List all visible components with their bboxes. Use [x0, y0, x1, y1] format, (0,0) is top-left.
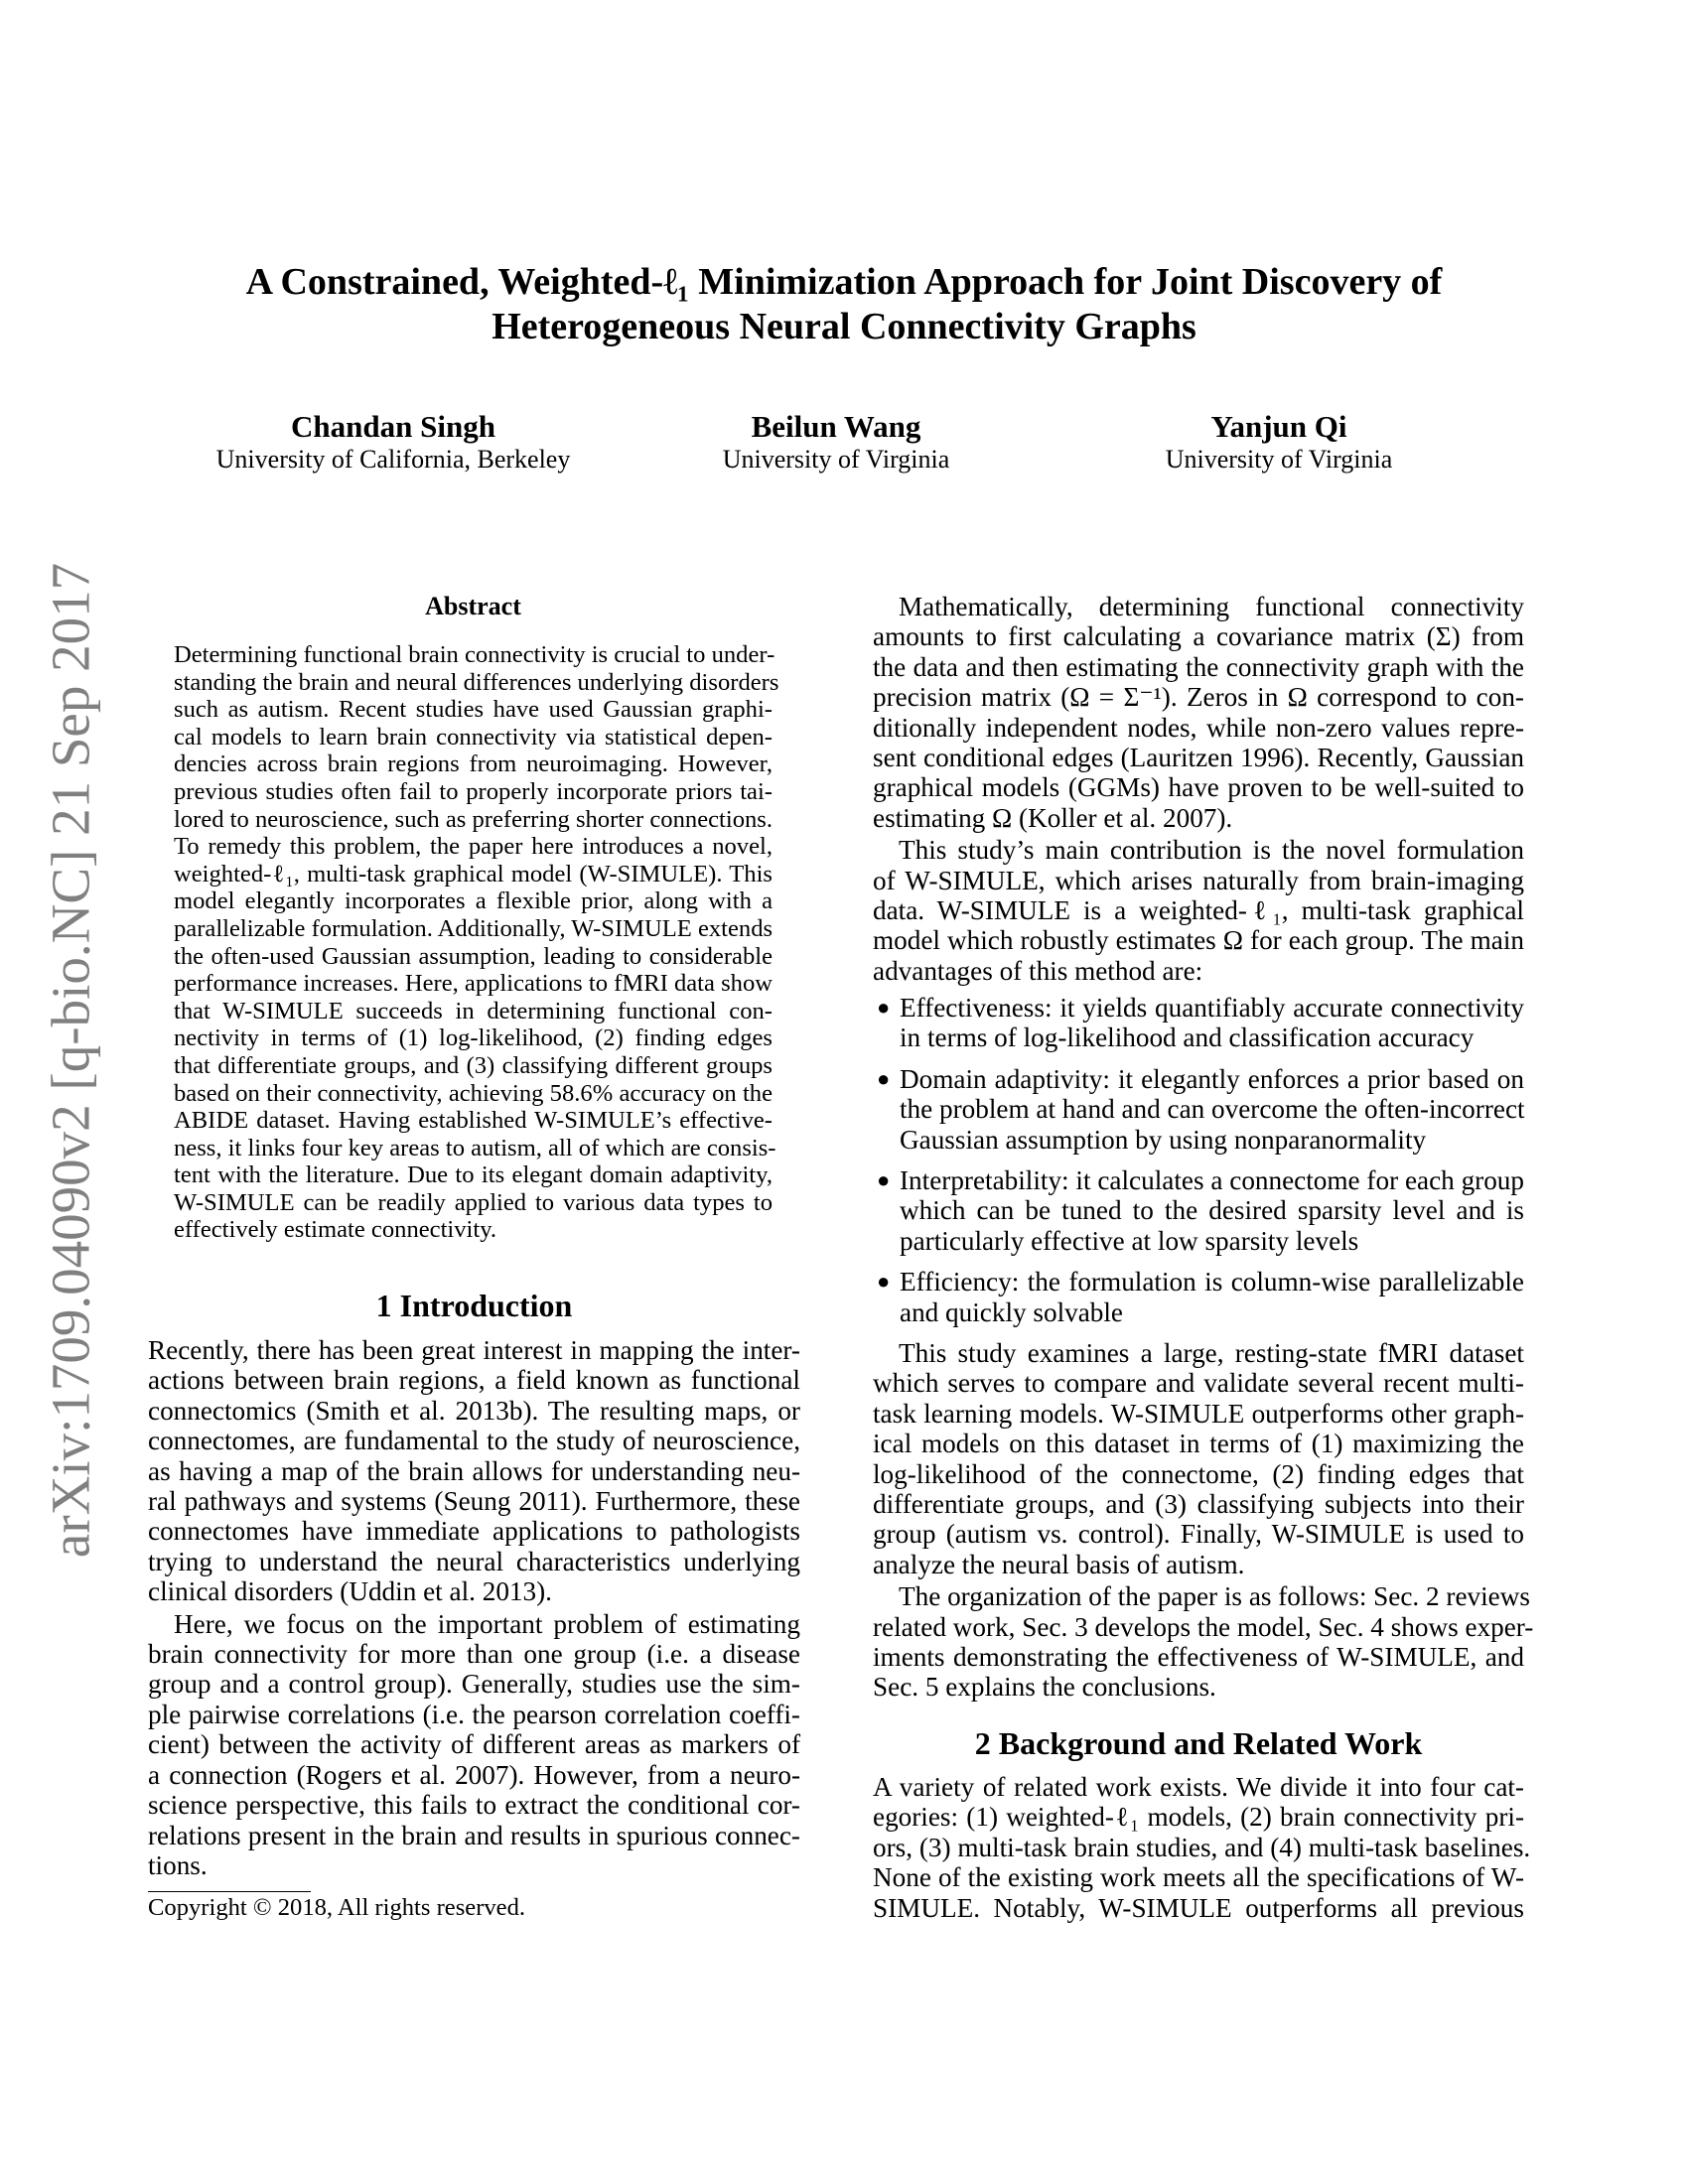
text-line: performance increases. Here, applications to fMRI data show: [174, 970, 774, 998]
paragraph: [174, 641, 779, 1244]
text-line: iments demonstrating the effectiveness of W-SIMULE, and: [873, 1642, 1524, 1673]
bullet-icon: ●: [877, 1065, 891, 1091]
author-3: [1031, 409, 1527, 475]
text-line: Domain adaptivity: it elegantly enforces a prior based on: [900, 1063, 1524, 1094]
text-line: dencies across brain regions from neuroimaging. However,: [174, 751, 773, 778]
text-line: the data and then estimating the connectivity graph with the: [873, 651, 1524, 682]
text-line: relations present in the brain and results in spurious connec-: [148, 1820, 800, 1850]
text-line: particularly effective at low sparsity levels: [900, 1225, 1359, 1256]
text-line: egories: (1) weighted-ℓ₁ models, (2) brain connectivity pri-: [873, 1802, 1524, 1833]
text-line: the problem at hand and can overcome the often-incorrect: [900, 1094, 1525, 1125]
text-line: W-SIMULE can be readily applied to various data types to: [174, 1188, 773, 1216]
text-line: precision matrix (Ω = Σ⁻¹). Zeros in Ω correspond to con-: [873, 682, 1524, 713]
text-line: the often-used Gaussian assumption, leading to considerable: [174, 942, 773, 970]
right-column-intro-end: [873, 1338, 1534, 1705]
text-line: Here, we focus on the important problem of estimating: [174, 1608, 800, 1639]
text-line: differentiate groups, and (3) classifying subjects into their: [873, 1489, 1524, 1520]
text-line: connectomes, are fundamental to the study of neuroscience,: [148, 1426, 800, 1456]
text-line: To remedy this problem, the paper here introduces a novel,: [174, 833, 773, 861]
text-line: previous studies often fail to properly incorporate priors tai-: [174, 777, 773, 805]
text-line: standing the brain and neural differences underlying disorders: [174, 668, 779, 696]
text-line: cient) between the activity of different areas as markers of: [148, 1729, 800, 1760]
background-body: [873, 1772, 1531, 1925]
text-line: science perspective, this fails to extract the conditional cor-: [148, 1790, 800, 1821]
text-line: ple pairwise correlations (i.e. the pearson correlation coeffi-: [148, 1699, 800, 1729]
text-line: tent with the literature. Due to its elegant domain adaptivity,: [174, 1161, 773, 1189]
introduction-body: [148, 1335, 800, 1882]
text-line: advantages of this method are:: [873, 955, 1203, 986]
author-1: [145, 409, 641, 475]
text-line: Interpretability: it calculates a connectome for each group: [900, 1165, 1524, 1196]
text-line: connectomes have immediate applications to pathologists: [148, 1516, 800, 1547]
text-line: nectivity in terms of (1) log-likelihood, (2) finding edges: [174, 1024, 773, 1052]
text-line: model elegantly incorporates a flexible prior, along with a: [174, 887, 773, 915]
copyright-footnote: Copyright © 2018, All rights reserved.: [148, 1894, 526, 1921]
text-line: task learning models. W-SIMULE outperforms other graph-: [873, 1398, 1524, 1429]
text-line: which serves to compare and validate several recent multi-: [873, 1368, 1524, 1399]
text-line: graphical models (GGMs) have proven to be well-suited to: [873, 772, 1524, 803]
author-name: Beilun Wang: [751, 409, 921, 444]
text-line: analyze the neural basis of autism.: [873, 1549, 1245, 1579]
paragraph: [873, 1772, 1531, 1923]
paragraph: [148, 1335, 800, 1607]
text-line: tions.: [148, 1849, 208, 1880]
text-line: Recently, there has been great interest in mapping the inter-: [148, 1335, 800, 1365]
text-line: log-likelihood of the connectome, (2) finding edges that: [873, 1458, 1524, 1489]
text-line: lored to neuroscience, such as preferring shorter connections.: [174, 805, 774, 833]
paper-title: [0, 260, 1688, 349]
arxiv-stamp: arXiv:1709.04090v2 [q-bio.NC] 21 Sep 2017: [40, 562, 101, 1559]
author-2: [588, 409, 1084, 475]
paragraph: [873, 835, 1524, 986]
text-line: Determining functional brain connectivity is crucial to under-: [174, 641, 775, 668]
bullet-item: [873, 1064, 1524, 1155]
text-line: ral pathways and systems (Seung 2011). Furthermore, these: [148, 1486, 800, 1517]
text-line: Gaussian assumption by using nonparanormality: [900, 1124, 1427, 1155]
text-line: model which robustly estimates Ω for each group. The main: [873, 925, 1524, 956]
text-line: amounts to first calculating a covariance matrix (Σ) from: [873, 621, 1524, 652]
text-line: parallelizable formulation. Additionally, W-SIMULE extends: [174, 914, 774, 942]
author-name: Yanjun Qi: [1210, 409, 1347, 444]
text-line: None of the existing work meets all the specifications of W-: [873, 1862, 1524, 1893]
text-line: in terms of log-likelihood and classification accuracy: [900, 1023, 1475, 1053]
author-name: Chandan Singh: [291, 409, 495, 444]
text-line: data. W-SIMULE is a weighted-ℓ₁, multi-task graphical: [873, 895, 1524, 926]
text-line: This study examines a large, resting-state fMRI dataset: [899, 1338, 1524, 1368]
bullet-icon: ●: [877, 1167, 891, 1193]
title-line-2: Heterogeneous Neural Connectivity Graphs: [492, 306, 1196, 347]
text-line: ical models on this dataset in terms of (1) maximizing the: [873, 1429, 1524, 1459]
author-affiliation: University of Virginia: [1165, 445, 1393, 474]
text-line: ditionally independent nodes, while non-zero values repre-: [873, 712, 1524, 743]
paragraph: [873, 1338, 1524, 1579]
text-line: such as autism. Recent studies have used Gaussian graphi-: [174, 696, 773, 724]
footnote-rule: [148, 1891, 311, 1892]
section-heading-introduction: 1 Introduction: [375, 1288, 573, 1323]
bullet-item: [873, 993, 1524, 1053]
text-line: and quickly solvable: [900, 1297, 1124, 1327]
advantages-list: [873, 993, 1524, 1338]
paragraph: [148, 1609, 800, 1881]
text-line: The organization of the paper is as follows: Sec. 2 reviews: [899, 1581, 1530, 1612]
text-line: which can be tuned to the desired sparsity level and is: [900, 1195, 1524, 1226]
text-line: that differentiate groups, and (3) classifying different groups: [174, 1051, 773, 1079]
title-line-1: A Constrained, Weighted-ℓ₁ Minimization Approach for Joint Discovery of: [245, 261, 1443, 303]
text-line: sent conditional edges (Lauritzen 1996). Recently, Gaussian: [873, 743, 1524, 773]
text-line: weighted-ℓ₁, multi-task graphical model (W-SIMULE). This: [174, 860, 773, 887]
paragraph: [873, 592, 1524, 833]
text-line: that W-SIMULE succeeds in determining functional con-: [174, 997, 773, 1024]
text-line: of W-SIMULE, which arises naturally from brain-imaging: [873, 865, 1524, 895]
text-line: Effectiveness: it yields quantifiably accurate connectivity: [900, 993, 1524, 1023]
section-heading-background: 2 Background and Related Work: [974, 1725, 1423, 1761]
abstract-heading: Abstract: [425, 592, 521, 620]
text-line: group and a control group). Generally, studies use the sim-: [148, 1669, 800, 1700]
text-line: based on their connectivity, achieving 58.6% accuracy on the: [174, 1079, 773, 1107]
abstract-body: [174, 641, 779, 1246]
text-line: actions between brain regions, a field known as functional: [148, 1365, 800, 1396]
text-line: cal models to learn brain connectivity via statistical depen-: [174, 723, 773, 751]
text-line: ors, (3) multi-task brain studies, and (4) multi-task baselines.: [873, 1832, 1531, 1862]
text-line: SIMULE. Notably, W-SIMULE outperforms all previous: [873, 1892, 1524, 1923]
text-line: related work, Sec. 3 develops the model, Sec. 4 shows exper-: [873, 1611, 1534, 1642]
text-line: ness, it links four key areas to autism, all of which are consis-: [174, 1134, 776, 1161]
text-line: as having a map of the brain allows for understanding neu-: [148, 1455, 800, 1486]
text-line: clinical disorders (Uddin et al. 2013).: [148, 1576, 552, 1607]
text-line: A variety of related work exists. We divide it into four cat-: [873, 1772, 1524, 1802]
text-line: estimating Ω (Koller et al. 2007).: [873, 802, 1233, 833]
text-line: This study’s main contribution is the novel formulation: [899, 835, 1524, 866]
text-line: effectively estimate connectivity.: [174, 1216, 497, 1244]
author-affiliation: University of Virginia: [722, 445, 950, 474]
text-line: a connection (Rogers et al. 2007). However, from a neuro-: [148, 1759, 800, 1790]
text-line: Efficiency: the formulation is column-wise parallelizable: [900, 1267, 1524, 1297]
paragraph: [873, 1581, 1534, 1703]
text-line: trying to understand the neural characteristics underlying: [148, 1546, 800, 1576]
text-line: connectomics (Smith et al. 2013b). The resulting maps, or: [148, 1395, 800, 1426]
right-column-intro-continued: [873, 592, 1524, 988]
text-line: Sec. 5 explains the conclusions.: [873, 1672, 1216, 1703]
text-line: Mathematically, determining functional connectivity: [899, 592, 1524, 621]
author-affiliation: University of California, Berkeley: [215, 445, 571, 474]
bullet-item: [873, 1267, 1524, 1327]
text-line: group (autism vs. control). Finally, W-SIMULE is used to: [873, 1519, 1524, 1550]
bullet-icon: ●: [877, 995, 891, 1020]
bullet-item: [873, 1165, 1524, 1256]
bullet-icon: ●: [877, 1269, 891, 1295]
text-line: brain connectivity for more than one group (i.e. a disease: [148, 1639, 800, 1670]
text-line: ABIDE dataset. Having established W-SIMULE’s effective-: [174, 1107, 773, 1135]
